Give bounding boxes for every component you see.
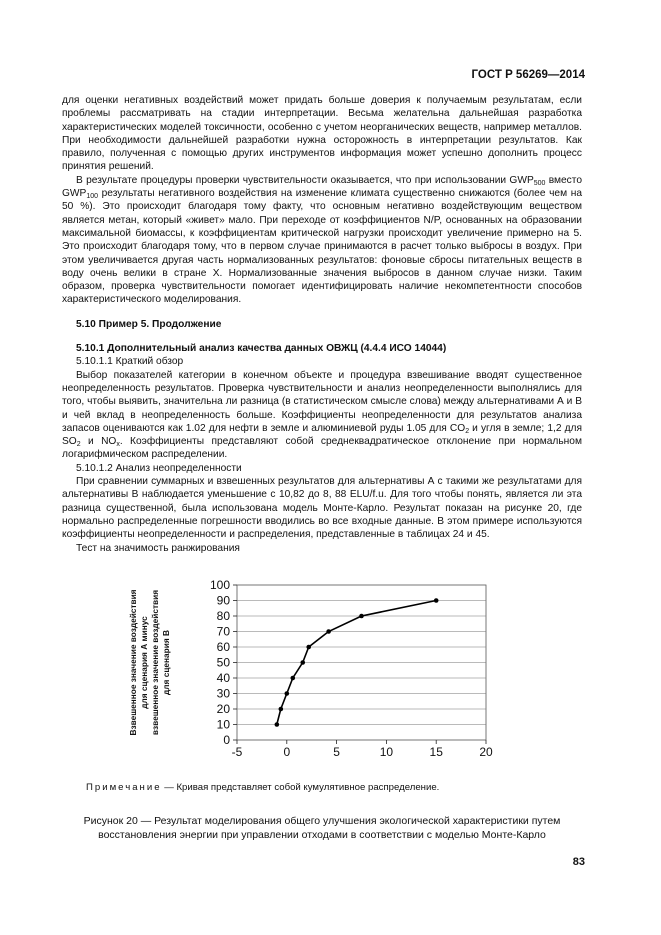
p3-sub-2: 2 [76, 441, 81, 449]
x-tick-label: -5 [231, 745, 243, 759]
y-tick-label: 90 [216, 593, 230, 608]
note-text: — Кривая представляет собой кумулятивное распределение. [161, 782, 440, 793]
p2-text-a: В результате процедуры проверки чувствительности оказывается, что при использовании GWP [76, 174, 534, 186]
y-tick-label: 70 [216, 624, 230, 639]
note-label: Примечание [86, 782, 162, 793]
data-point [275, 722, 280, 727]
paragraph-4: При сравнении суммарных и взвешенных результатов для альтернативы А с такими же результатами для альтернативы В наблюдается уменьшение с 10,82 до 8, 88 ELU/f.u. Для того чтобы понять, является ли эта разница существенной, была использована модель Монте-Карло. Результат показан на рисунке 20, где нормально распределенные погрешности вводились во все входные данные. В этом примере используются коэффициенты неопределенности и распределения, представленные в таблицах 24 и 45. [62, 476, 582, 541]
data-point [359, 614, 364, 619]
data-point [285, 691, 290, 696]
cumulative-distribution-chart [110, 572, 510, 772]
y-tick-label: 10 [216, 717, 230, 732]
p3-text-a: Выбор показателей категории в конечном объекте и процедура взвешивание вводят существенное неопределенность результатов. Проверка чувствительности и анализ неопределенности выполнялись для того, чтобы выявить, значительна ли разница (в статистическом смысле слова) между альтернативами А и В и чей вклад в неопределенность больше. Коэффициенты неопределенности для результатов анализа запасов оцениваются как 1.02 для нефти в земле и алюминиевой руды 1.05 для CO [62, 369, 582, 434]
paragraph-3 [62, 369, 582, 462]
y-axis-label-line: взвешенное значение воздействия [150, 589, 160, 736]
p3-text-d: . Коэффициенты представляют собой среднеквадратическое отклонение при нормальном логарифмическом распределении. [62, 436, 582, 461]
x-tick-label: 20 [479, 745, 493, 759]
y-tick-label: 50 [216, 655, 230, 670]
y-axis-label-line: для сценария А минус [139, 616, 149, 709]
y-tick-label: 20 [216, 702, 230, 716]
data-point [326, 629, 331, 634]
heading-5-10: 5.10 Пример 5. Продолжение [76, 318, 222, 330]
p3-text-c: и NO [80, 436, 117, 448]
data-point [279, 707, 284, 712]
p3-text-b: и угля в земле; 1,2 для SO [62, 422, 582, 448]
p2-text-c: результаты негативного воздействия на изменение климата существенно снижаются (более чем на 50 %). Это происходит благодаря тому факту, что основным негативно воздействующим веществом является метан, который «живет» мало. При переходе от коэффициентов N/P, основанных на образовании максимальной биомассы, к коэффициентам критической нагрузки происходит увеличение примерно на 5. Это происходит благодаря тому, что в первом случае принимаются в расчет только выбросы в воздух. При этом увеличивается другая часть нормализованных результатов: фоновые сбросы питательных веществ в воду очень велики в стране X. Нормализованные значения выбросов в данном случае низки. Таким образом, проверка чувствительности помогает идентифицировать наличие некомпетентности способов характеристического моделирования. [62, 188, 582, 306]
x-tick-label: 0 [283, 745, 291, 759]
y-tick-label: 60 [216, 640, 230, 654]
data-point [300, 660, 305, 665]
figure-note [86, 782, 439, 793]
y-tick-label: 0 [223, 733, 230, 747]
y-tick-label: 100 [209, 578, 230, 592]
y-axis-label-line: для сценария В [161, 630, 171, 695]
paragraph-1: для оценки негативных воздействий может придать больше доверия к получаемым результатам, если проблемы рассматривать на стадии интерпретации. Весьма желательна дальнейшая разработка характеристических моделей токсичности, особенно с учетом неорганических веществ, например металлов. При необходимости дальнейшей разработки нужна осторожность в интерпретации результатов. Как правило, полученная с помощью других инструментов информация может успешно дополнить процесс принятия решений. [62, 95, 582, 173]
document-header: ГОСТ Р 56269—2014 [471, 69, 585, 81]
page-number: 83 [572, 856, 585, 868]
y-tick-label: 40 [216, 671, 230, 685]
p3-sub-3: x [116, 441, 120, 449]
y-tick-label: 30 [216, 686, 230, 701]
figure-caption: Рисунок 20 — Результат моделирования общего улучшения экологической характеристики путем восстановления энергии при управлении отходами в соответствии с моделью Монте-Карло [83, 815, 561, 841]
y-tick-label: 80 [216, 609, 230, 623]
data-point [306, 645, 311, 650]
x-tick-label: 5 [333, 745, 340, 759]
heading-5-10-1-2: 5.10.1.2 Анализ неопределенности [76, 462, 242, 474]
p3-sub-1: 2 [465, 427, 470, 435]
x-tick-label: 10 [379, 745, 394, 759]
p2-sub-2: 100 [86, 193, 99, 201]
y-axis-label-line: Взвешенное значение воздействия [128, 589, 138, 736]
paragraph-2 [62, 174, 582, 307]
body-text [62, 94, 582, 555]
data-point [290, 676, 295, 681]
heading-5-10-1-1: 5.10.1.1 Краткий обзор [76, 356, 184, 368]
x-tick-label: 15 [429, 745, 443, 759]
heading-5-10-1: 5.10.1 Дополнительный анализ качества данных ОВЖЦ (4.4.4 ИСО 14044) [76, 343, 447, 355]
paragraph-5: Тест на значимость ранжирования [76, 542, 240, 554]
p2-sub-1: 500 [533, 179, 546, 187]
data-point [434, 598, 439, 603]
p2-text-b: вместо GWP [62, 174, 582, 200]
